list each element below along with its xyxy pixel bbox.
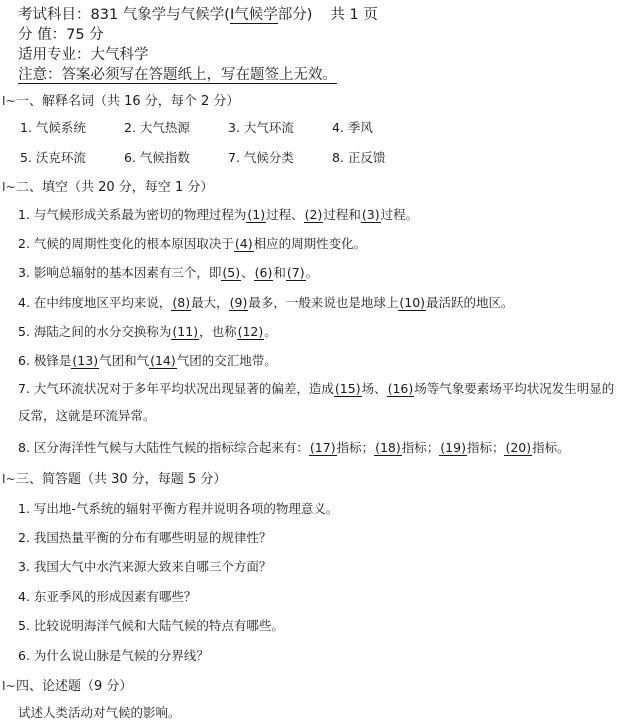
section-mark: I~ bbox=[2, 679, 16, 693]
fill-question-3: 3. 影响总辐射的基本因素有三个，即(5)、(6)和(7)。 bbox=[18, 265, 319, 280]
fill-question-1: 1. 与气候形成关系最为密切的物理过程为(1)过程、(2)过程和(3)过程。 bbox=[18, 207, 419, 222]
term-item: 2. 大气热源 bbox=[124, 120, 190, 135]
answer-blank: (2) bbox=[304, 207, 323, 222]
answer-blank: (7) bbox=[286, 265, 305, 280]
fill-question-7: 7. 大气环流状况对于多年平均状况出现显著的偏差，造成(15)场、(16)场等气象要素场平均状况发生明显的反常，这就是环流异常。 bbox=[18, 381, 615, 423]
answer-blank: (4) bbox=[234, 236, 253, 251]
page-count: 共 1 页 bbox=[330, 7, 378, 23]
fill-question-2: 2. 气候的周期性变化的根本原因取决于(4)相应的周期性变化。 bbox=[18, 236, 367, 251]
answer-blank: (16) bbox=[387, 381, 414, 396]
term-item: 3. 大气环流 bbox=[228, 120, 294, 135]
section-2-title: I~二、填空（共 20 分，每空 1 分） bbox=[2, 180, 214, 195]
answer-blank: (9) bbox=[229, 295, 248, 310]
answer-blank: (20) bbox=[505, 440, 532, 455]
essay-question: 试述人类活动对气候的影响。 bbox=[18, 705, 181, 720]
exam-subject-line bbox=[18, 6, 378, 24]
answer-blank: (6) bbox=[254, 265, 273, 280]
short-question: 1. 写出地-气系统的辐射平衡方程并说明各项的物理意义。 bbox=[18, 501, 339, 516]
major-line: 适用专业：大气科学 bbox=[18, 47, 149, 63]
term-item: 4. 季风 bbox=[332, 120, 373, 135]
term-item: 7. 气候分类 bbox=[228, 150, 294, 165]
term-item: 6. 气候指数 bbox=[124, 150, 190, 165]
section-1-title: I~一、解释名词（共 16 分，每个 2 分） bbox=[2, 94, 240, 109]
fill-question-6: 6. 极锋是(13)气团和气(14)气团的交汇地带。 bbox=[18, 353, 277, 368]
fill-question-5: 5. 海陆之间的水分交换称为(11)，也称(12)。 bbox=[18, 324, 277, 339]
subject-underlined: I气候学 bbox=[229, 7, 278, 23]
answer-blank: (12) bbox=[237, 324, 264, 339]
fill-question-4: 4. 在中纬度地区平均来说，(8)最大，(9)最多，一般来说也是地球上(10)最活跃的地区。 bbox=[18, 295, 514, 310]
answer-blank: (19) bbox=[440, 440, 466, 455]
short-question: 5. 比较说明海洋气候和大陆气候的特点有哪些。 bbox=[18, 618, 284, 633]
subject-suffix: 部分) bbox=[277, 7, 313, 23]
subject-label: 考试科目：831 气象学与气候学( bbox=[18, 7, 230, 23]
section-mark: I~ bbox=[2, 94, 16, 108]
answer-blank: (8) bbox=[172, 295, 191, 310]
short-question: 3. 我国大气中水汽来源大致来自哪三个方面？ bbox=[18, 559, 272, 574]
short-question: 2. 我国热量平衡的分布有哪些明显的规律性？ bbox=[18, 530, 272, 545]
section-mark: I~ bbox=[2, 180, 16, 194]
section-3-title: I~三、简答题（共 30 分，每题 5 分） bbox=[2, 472, 227, 487]
fill-question-8: 8. 区分海洋性气候与大陆性气候的指标综合起来有：(17)指标；(18)指标；(19)指标；(20)指标。 bbox=[18, 440, 570, 455]
section-mark: I~ bbox=[2, 472, 16, 486]
answer-blank: (14) bbox=[150, 353, 176, 368]
term-item: 8. 正反馈 bbox=[332, 150, 386, 165]
section-4-title: I~四、论述题（9 分） bbox=[2, 679, 133, 694]
answer-blank: (5) bbox=[222, 265, 241, 280]
answer-blank: (1) bbox=[247, 207, 266, 222]
short-question: 4. 东亚季风的形成因素有哪些？ bbox=[18, 589, 197, 604]
answer-blank: (13) bbox=[72, 353, 99, 368]
answer-blank: (18) bbox=[375, 440, 401, 455]
short-question: 6. 为什么说山脉是气候的分界线？ bbox=[18, 648, 209, 663]
score-line: 分 值：75 分 bbox=[18, 27, 104, 43]
answer-blank: (3) bbox=[361, 207, 380, 222]
answer-blank: (15) bbox=[334, 381, 361, 396]
answer-blank: (10) bbox=[399, 295, 426, 310]
answer-blank: (11) bbox=[172, 324, 199, 339]
notice-text: 注意：答案必须写在答题纸上，写在题签上无效。 bbox=[18, 67, 337, 83]
term-item: 1. 气候系统 bbox=[20, 120, 86, 135]
term-item: 5. 沃克环流 bbox=[20, 150, 86, 165]
answer-blank: (17) bbox=[309, 440, 336, 455]
notice-line bbox=[18, 66, 337, 84]
